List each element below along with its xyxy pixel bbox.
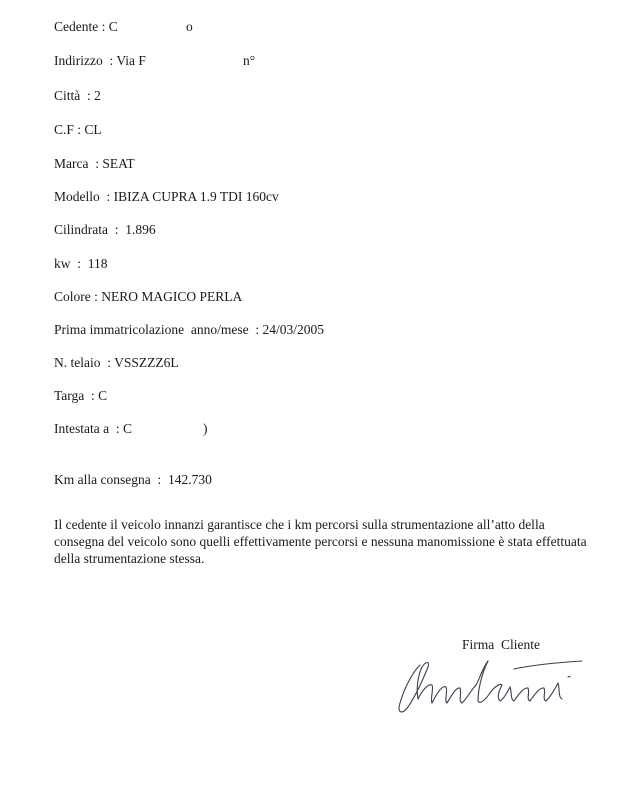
intestata-field: Intestata a : C — [54, 421, 132, 436]
targa-field: Targa : C — [54, 388, 108, 403]
declaration-line: Il cedente il veicolo innanzi garantisce che i km percorsi sulla strumentazione all’atto della — [54, 517, 545, 532]
cf-field: C.F : CL — [54, 122, 102, 137]
modello-field: Modello : IBIZA CUPRA 1.9 TDI 160cv — [54, 189, 279, 204]
firma-cliente-label: Firma Cliente — [462, 637, 540, 652]
colore-field: Colore : NERO MAGICO PERLA — [54, 289, 243, 304]
cilindrata-field: Cilindrata : 1.896 — [54, 222, 156, 237]
km-field: Km alla consegna : 142.730 — [54, 472, 212, 487]
citta-field: Città : 2 — [54, 88, 101, 103]
handwritten-signature — [392, 655, 602, 723]
kw-field: kw : 118 — [54, 256, 108, 271]
indirizzo-field: Indirizzo : Via F — [54, 53, 146, 68]
marca-field: Marca : SEAT — [54, 156, 135, 171]
declaration-line: consegna del veicolo sono quelli effettivamente percorsi e nessuna manomissione è stata effettuata — [54, 534, 587, 549]
cedente-fragment: o — [186, 19, 193, 34]
telaio-field: N. telaio : VSSZZZ6L — [54, 355, 179, 370]
declaration-paragraph — [54, 516, 594, 567]
declaration-line: della strumentazione stessa. — [54, 551, 205, 566]
indirizzo-fragment: n° — [243, 53, 256, 68]
cedente-field: Cedente : C — [54, 19, 118, 34]
immatricolazione-field: Prima immatricolazione anno/mese : 24/03/2005 — [54, 322, 324, 337]
intestata-fragment: ) — [203, 421, 208, 436]
